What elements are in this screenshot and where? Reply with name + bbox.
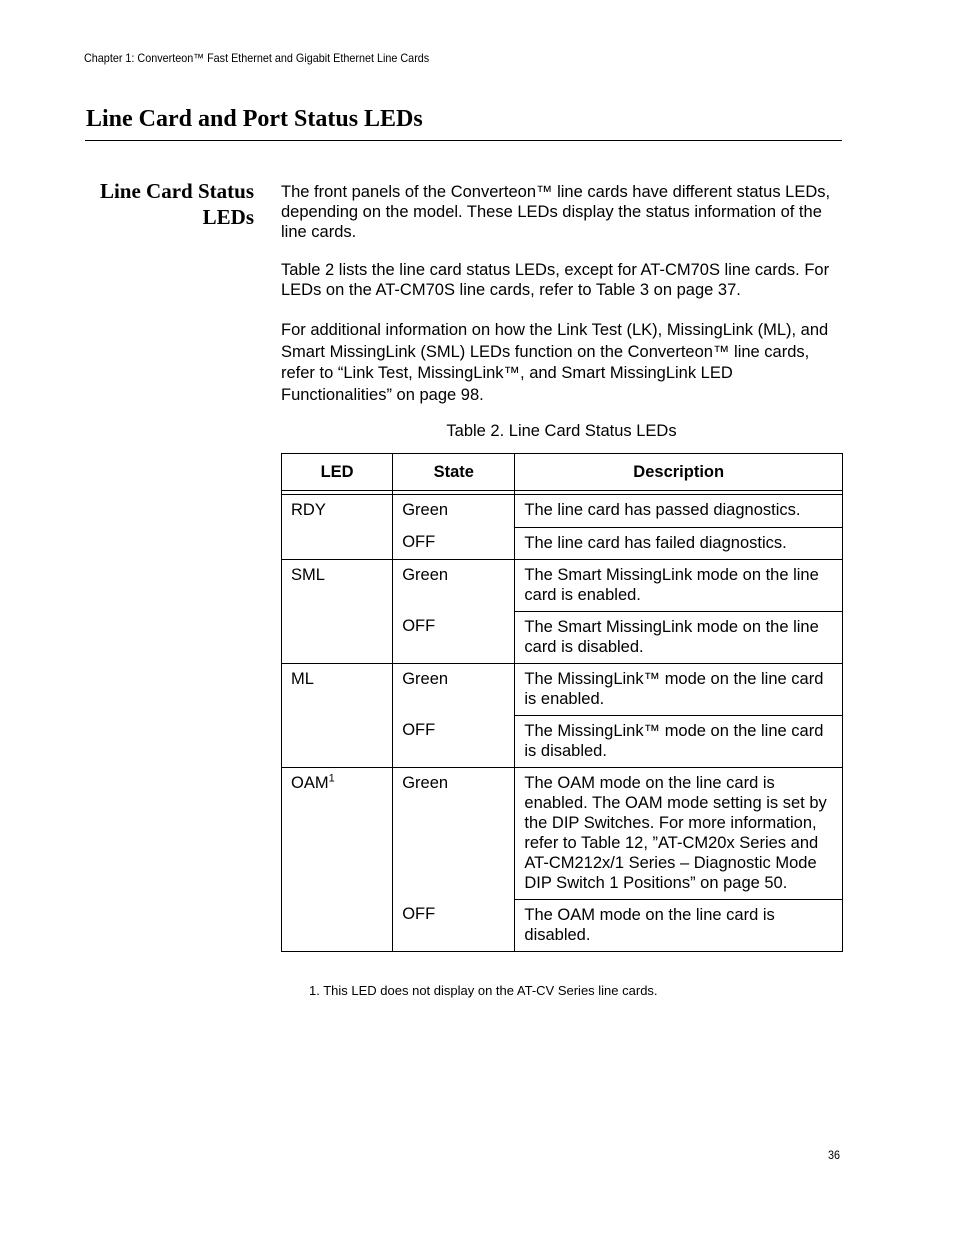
header-led: LED [282, 454, 393, 491]
subsection-title: Line Card Status LEDs [99, 179, 254, 229]
header-description: Description [515, 454, 843, 491]
table-row [282, 767, 843, 899]
table-row [282, 663, 843, 715]
table-header-row [282, 454, 843, 491]
description-cell: The Smart MissingLink mode on the line card is enabled. [515, 559, 843, 611]
intro-paragraph: The front panels of the Converteon™ line cards have different status LEDs, depending on the model. These LEDs display the status information of the line cards. [281, 183, 831, 241]
additional-info-paragraph: For additional information on how the Link Test (LK), MissingLink (ML), and Smart MissingLink (SML) LEDs function on the Converteon™ line cards, refer to “Link Test, MissingLink™, and Smart MissingLink LED Functionalities” on page 98. [281, 321, 829, 404]
state-cell: Green [393, 495, 515, 528]
description-cell: The OAM mode on the line card is disabled. [515, 899, 843, 951]
state-cell: OFF [393, 715, 515, 767]
table-row [282, 495, 843, 528]
led-name-cell [282, 663, 393, 767]
table-reference-paragraph: Table 2 lists the line card status LEDs, except for AT-CM70S line cards. For LEDs on the AT-CM70S line cards, refer to Table 3 on page 37. [281, 261, 830, 299]
led-name: OAM [291, 773, 329, 792]
description-cell: The Smart MissingLink mode on the line card is disabled. [515, 611, 843, 663]
title-rule [85, 140, 842, 141]
state-cell: Green [393, 767, 515, 899]
led-name-cell [282, 559, 393, 663]
running-header: Chapter 1: Converteon™ Fast Ethernet and Gigabit Ethernet Line Cards [84, 51, 430, 65]
led-name-cell [282, 495, 393, 560]
table-caption: Table 2. Line Card Status LEDs [446, 422, 677, 440]
state-cell: OFF [393, 899, 515, 951]
description-cell: The MissingLink™ mode on the line card is disabled. [515, 715, 843, 767]
led-name: RDY [291, 501, 326, 519]
description-cell: The OAM mode on the line card is enabled. The OAM mode setting is set by the DIP Switches. For more information, refer to Table 12, ”AT-CM20x Series and AT-CM212x/1 Series – Diagnostic Mode DIP Switch 1 Positions” on page 50. [515, 767, 843, 899]
table-row [282, 559, 843, 611]
description-cell: The MissingLink™ mode on the line card is enabled. [515, 663, 843, 715]
led-name: SML [291, 565, 325, 584]
description-cell: The line card has failed diagnostics. [515, 527, 843, 559]
state-cell: Green [393, 663, 515, 715]
state-cell: OFF [393, 527, 515, 559]
state-cell: Green [393, 559, 515, 611]
page-number: 36 [828, 1148, 841, 1162]
footnote-marker: 1 [328, 772, 335, 784]
state-cell: OFF [393, 611, 515, 663]
description-cell: The line card has passed diagnostics. [515, 495, 843, 528]
led-name: ML [291, 669, 314, 688]
led-status-table [281, 453, 843, 952]
table-footnote: 1. This LED does not display on the AT-CV Series line cards. [309, 983, 658, 998]
section-title: Line Card and Port Status LEDs [86, 106, 423, 132]
led-name-cell [282, 767, 393, 951]
header-state: State [393, 454, 515, 491]
